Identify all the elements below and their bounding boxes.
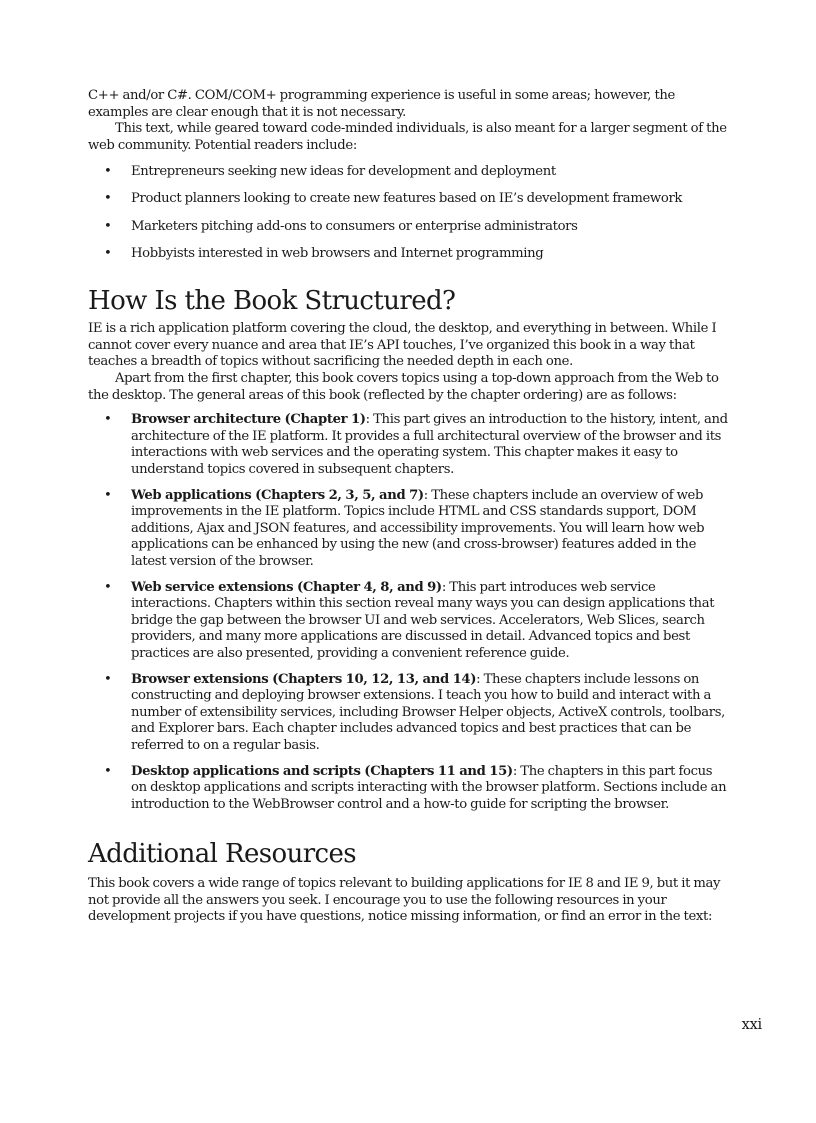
bullet-icon: •	[104, 671, 112, 687]
structure-paragraph-2: Apart from the first chapter, this book covers topics using a top-down approach from the Web to the desktop. The general areas of this book (reflected by the chapter ordering) are as follows:	[88, 371, 719, 403]
area-title: Desktop applications and scripts (Chapters 11 and 15)	[131, 763, 513, 779]
area-title: Web applications (Chapters 2, 3, 5, and 7)	[131, 487, 424, 503]
area-title: Web service extensions (Chapter 4, 8, and 9)	[131, 579, 442, 595]
bullet-icon: •	[104, 164, 112, 180]
bullet-icon: •	[104, 218, 112, 234]
resources-paragraph: This book covers a wide range of topics relevant to building applications for IE 8 and IE 9, but it may not provide all the answers you seek. I encourage you to use the following resources in your development projects if you have questions, notice missing information, or find an error in the text:	[88, 876, 721, 925]
area-title: Browser architecture (Chapter 1)	[131, 412, 366, 428]
list-item: • Marketers pitching add-ons to consumers or enterprise administrators	[104, 218, 578, 234]
list-item: • Desktop applications and scripts (Chapters 11 and 15): The chapters in this part focus on desktop applications and scripts interacting with the browser platform. Sections include an introduction to the WebBrowser control and a how-to guide for scripting the browser.	[104, 763, 727, 812]
bullet-icon: •	[104, 412, 112, 428]
bullet-icon: •	[104, 191, 112, 207]
list-item: • Web service extensions (Chapter 4, 8, and 9): This part introduces web service interactions. Chapters within this section reveal many ways you can design applications that bridge the gap between the browser UI and web services. Accelerators, Web Slices, search providers, and many more applications are discussed in detail. Advanced topics and best practices are also presented, providing a convenient reference guide.	[104, 579, 715, 661]
intro-paragraph-2: This text, while geared toward code-minded individuals, is also meant for a larger segment of the web community. Potential readers include:	[88, 121, 727, 153]
list-item: • Product planners looking to create new features based on IE’s development framework	[104, 191, 683, 207]
intro-paragraph-1: C++ and/or C#. COM/COM+ programming experience is useful in some areas; however, the examples are clear enough that it is not necessary.	[88, 88, 676, 120]
bullet-icon: •	[104, 487, 112, 503]
area-title: Browser extensions (Chapters 10, 12, 13, and 14)	[131, 671, 477, 687]
areas-list	[88, 412, 728, 813]
structure-paragraph-1: IE is a rich application platform covering the cloud, the desktop, and everything in between. While I cannot cover every nuance and area that IE’s API touches, I’ve organized this book in a way that teaches a breadth of topics without sacrificing the needed depth in each one.	[88, 321, 717, 370]
section-heading-resources: Additional Resources	[88, 839, 357, 870]
readers-list	[88, 164, 728, 262]
list-item: • Hobbyists interested in web browsers and Internet programming	[104, 245, 544, 261]
page-content	[88, 88, 728, 926]
list-item: • Entrepreneurs seeking new ideas for development and deployment	[104, 164, 556, 180]
section-heading-structure: How Is the Book Structured?	[88, 286, 456, 317]
page-number: xxi	[741, 1017, 762, 1033]
bullet-icon: •	[104, 245, 112, 261]
bullet-icon: •	[104, 579, 112, 595]
bullet-icon: •	[104, 763, 112, 779]
list-item: • Browser architecture (Chapter 1): This part gives an introduction to the history, intent, and architecture of the IE platform. It provides a full architectural overview of the browser and its interactions with web services and the operating system. This chapter makes it easy to understand topics covered in subsequent chapters.	[104, 412, 728, 477]
list-item: • Web applications (Chapters 2, 3, 5, and 7): These chapters include an overview of web improvements in the IE platform. Topics include HTML and CSS standards support, DOM additions, Ajax and JSON features, and accessibility improvements. You will learn how web applications can be enhanced by using the new (and cross-browser) features added in the latest version of the browser.	[104, 487, 705, 569]
list-item: • Browser extensions (Chapters 10, 12, 13, and 14): These chapters include lessons on constructing and deploying browser extensions. I teach you how to build and interact with a number of extensibility services, including Browser Helper objects, ActiveX controls, toolbars, and Explorer bars. Each chapter includes advanced topics and best practices that can be referred to on a regular basis.	[104, 671, 725, 753]
